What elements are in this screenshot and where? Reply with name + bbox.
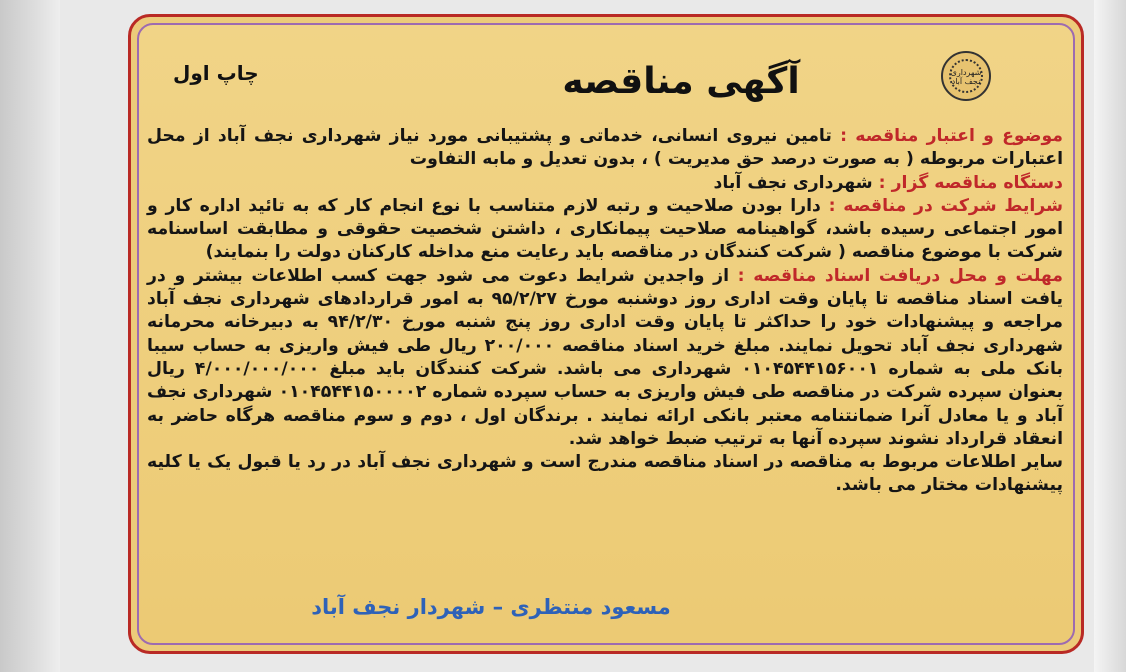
other-info-text: سایر اطلاعات مربوط به مناقصه در اسناد مناقصه مندرج است و شهرداری نجف آباد در رد یا قبول یک یا کلیه پیشنهادات مختار می باشد.	[147, 452, 1063, 496]
subject-paragraph	[147, 125, 1063, 172]
deadline-paragraph	[147, 265, 1063, 451]
municipality-emblem-icon	[941, 51, 991, 101]
notice-title: آگهی مناقصه	[562, 61, 800, 102]
edition-label: چاپ اول	[173, 61, 259, 85]
other-info-paragraph	[147, 451, 1063, 498]
conditions-text: دارا بودن صلاحیت و رتبه لازم متناسب با نوع انجام کار که به تائید اداره کار و امور اجتماعی رسیده باشد، گواهینامه صلاحیت پیمانکاری ، داشتن شخصیت حقوقی و مطابقت اساسنامه شرکت با موضوع مناقصه ( شرکت کنندگان در مناقصه باید رعایت منع مداخله کارکنان دولت را بنمایند)	[147, 195, 1063, 263]
subject-text: تامین نیروی انسانی، خدماتی و پشتیبانی مورد نیاز شهرداری نجف آباد از محل اعتبارات مربوطه ( به صورت درصد حق مدیریت ) ، بدون تعدیل و مابه التفاوت	[147, 126, 1063, 170]
organizer-paragraph	[147, 172, 1063, 195]
organizer-label: دستگاه مناقصه گزار :	[878, 172, 1063, 193]
tender-notice	[128, 14, 1084, 654]
scan-margin-right	[1094, 0, 1126, 672]
deadline-label: مهلت و محل دریافت اسناد مناقصه :	[737, 265, 1063, 286]
emblem-text: شهرداری نجف آباد	[950, 68, 982, 86]
conditions-label: شرایط شرکت در مناقصه :	[828, 195, 1063, 216]
notice-body	[147, 125, 1063, 498]
subject-label: موضوع و اعتبار مناقصه :	[840, 126, 1063, 146]
conditions-paragraph	[147, 195, 1063, 265]
mayor-signature: مسعود منتظری – شهردار نجف آباد	[311, 595, 671, 619]
deadline-text: از واجدین شرایط دعوت می شود جهت کسب اطلاعات بیشتر و در یافت اسناد مناقصه تا پایان وقت اداری روز دوشنبه مورخ ۹۵/۲/۲۷ به امور قراردادهای شهرداری نجف آباد مراجعه و پیشنهادات خود را حداکثر تا پایان وقت اداری روز پنج شنبه مورخ ۹۴/۲/۳۰ به دبیرخانه محرمانه شهرداری نجف آباد تحویل نمایند. مبلغ خرید اسناد مناقصه ۲۰۰/۰۰۰ ریال طی فیش واریزی به حساب سیبا بانک ملی به شماره ۰۱۰۴۵۴۴۱۵۶۰۰۱ شهرداری می باشد. شرکت کنندگان باید مبلغ ۴/۰۰۰/۰۰۰/۰۰۰ ریال بعنوان سپرده شرکت در مناقصه طی فیش واریزی به حساب سپرده شماره ۰۱۰۴۵۴۴۱۵۰۰۰۰۲ شهرداری نجف آباد و یا معادل آنرا ضمانتنامه معتبر بانکی ارائه نمایند . برندگان اول ، دوم و سوم مناقصه هرگاه حاضر به انعقاد قرارداد نشوند سپرده آنها به ترتیب ضبط خواهد شد.	[147, 265, 1063, 449]
scan-margin-left	[0, 0, 60, 672]
organizer-text: شهرداری نجف آباد	[713, 172, 873, 193]
